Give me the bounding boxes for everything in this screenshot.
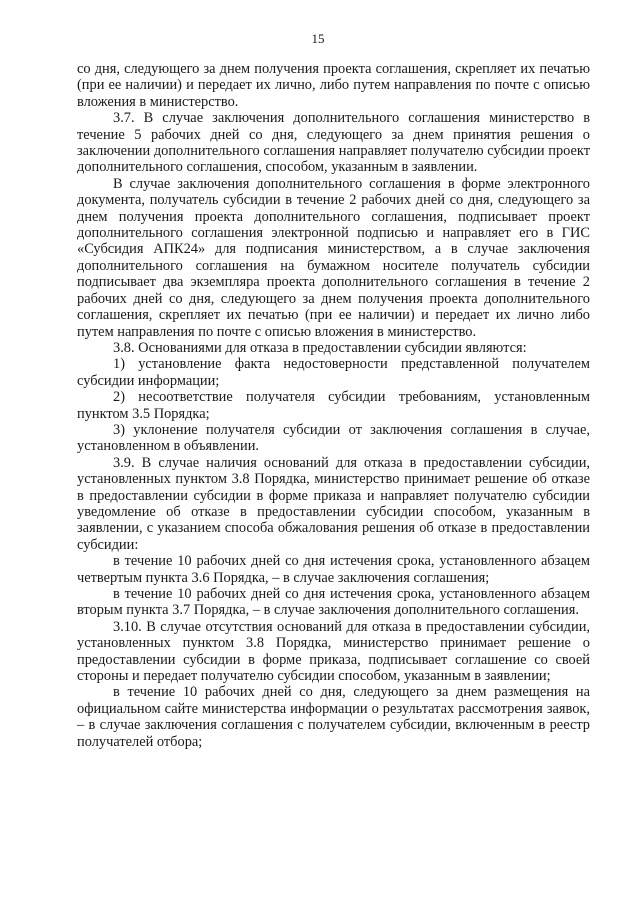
paragraph: 3.8. Основаниями для отказа в предоставлении субсидии являются: xyxy=(113,339,527,356)
paragraph: 3.10. В случае отсутствия оснований для отказа в предоставлении субсидии, установленных пунктом 3.8 Порядка, министерство принимает решение о предоставлении субсидии в форме приказа, подписывает соглашение со своей стороны и передает получателю субсидии способом, указанным в заявлении; xyxy=(77,618,590,685)
body-text xyxy=(77,61,590,750)
list-item: 1) установление факта недостоверности представленной получателем субсидии информации; xyxy=(77,356,590,389)
paragraph: В случае заключения дополнительного соглашения в форме электронного документа, получатель субсидии в течение 2 рабочих дней со дня, следующего за днем получения проекта дополнительного соглашения, подписывает проект дополнительного соглашения электронной подписью и направляет его в ГИС «Субсидия АПК24» для подписания министерством, а в случае заключения дополнительного соглашения на бумажном носителе получатель субсидии подписывает два экземпляра проекта дополнительного соглашения в течение 2 рабочих дней со дня, следующего за днем получения проекта дополнительного соглашения, скрепляет их печатью (при ее наличии) и передает их лично либо путем направления по почте с описью вложения в министерство. xyxy=(77,175,590,340)
paragraph: в течение 10 рабочих дней со дня истечения срока, установленного абзацем четвертым пункта 3.6 Порядка, – в случае заключения соглашения; xyxy=(77,553,590,586)
paragraph: в течение 10 рабочих дней со дня истечения срока, установленного абзацем вторым пункта 3.7 Порядка, – в случае заключения дополнительного соглашения. xyxy=(77,586,590,619)
paragraph: 3.9. В случае наличия оснований для отказа в предоставлении субсидии, установленных пунктом 3.8 Порядка, министерство принимает решение об отказе в предоставлении субсидии в форме приказа и направляет получателю субсидии уведомление об отказе в предоставлении субсидии способом, указанным в заявлении, с указанием способа обжалования решения об отказе в предоставлении субсидии: xyxy=(77,454,590,553)
paragraph: со дня, следующего за днем получения проекта соглашения, скрепляет их печатью (при ее наличии) и передает их лично, либо путем направления по почте с описью вложения в министерство. xyxy=(77,61,590,110)
paragraph: 3.7. В случае заключения дополнительного соглашения министерство в течение 5 рабочих дней со дня, следующего за днем принятия решения о заключении дополнительного соглашения направляет получателю субсидии проект дополнительного соглашения, способом, указанным в заявлении. xyxy=(77,110,590,176)
paragraph: в течение 10 рабочих дней со дня, следующего за днем размещения на официальном сайте министерства информации о результатах рассмотрения заявок, – в случае заключения соглашения с получателем субсидии, включенным в реестр получателей отбора; xyxy=(77,684,590,750)
page-number: 15 xyxy=(311,31,325,46)
list-item: 2) несоответствие получателя субсидии требованиям, установленным пунктом 3.5 Порядка; xyxy=(77,389,590,422)
list-item: 3) уклонение получателя субсидии от заключения соглашения в случае, установленном в объявлении. xyxy=(77,421,590,455)
